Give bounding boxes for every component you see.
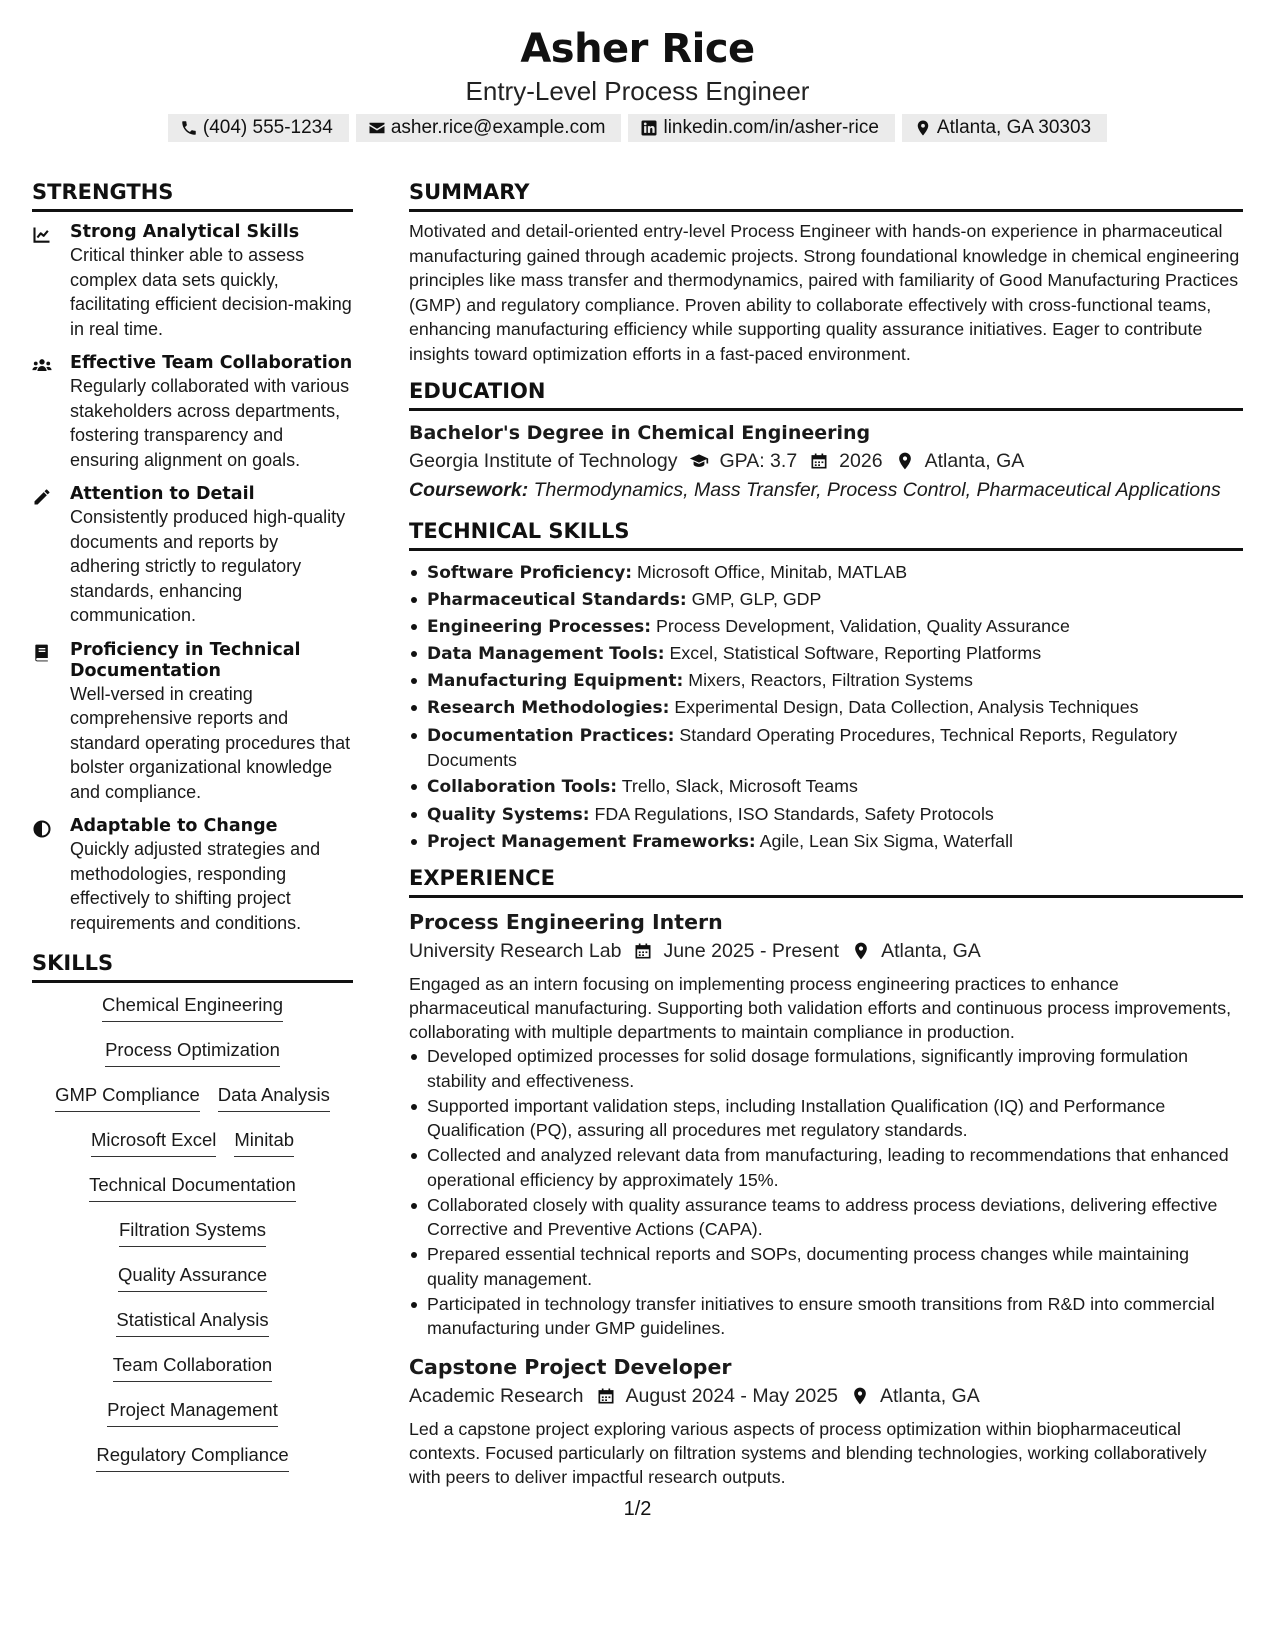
strength-item: [32, 222, 353, 341]
tech-skill-value: Microsoft Office, Minitab, MATLAB: [637, 561, 908, 582]
list-item: [409, 641, 1243, 667]
experience-heading: EXPERIENCE: [409, 864, 1243, 898]
map-pin-icon: [914, 119, 932, 137]
job-meta: [409, 1381, 1243, 1411]
skill-tag: Minitab: [234, 1126, 294, 1157]
page-number: 1/2: [623, 1498, 652, 1520]
contact-email-text: asher.rice@example.com: [390, 117, 606, 138]
skill-tag: GMP Compliance: [55, 1081, 200, 1112]
summary-text: Motivated and detail-oriented entry-level Process Engineer with hands-on experience in pharmaceutical manufacturing gained through academic projects. Strong foundational knowledge in chemical engineering principles like mass transfer and thermodynamics, paired with familiarity of Good Manufacturing Practices (GMP) and regulatory compliance. Proven ability to collaborate effectively with cross-functional teams, enhancing manufacturing efficiency while supporting quality assurance initiatives. Eager to contribute insights toward optimization efforts in a fast-paced environment.: [409, 221, 1240, 364]
skills-list: [32, 991, 353, 1472]
tech-skill-label: Software Proficiency:: [427, 562, 633, 583]
tech-skill-label: Documentation Practices:: [427, 725, 675, 746]
skill-tag: Team Collaboration: [113, 1351, 272, 1382]
map-pin-icon: [851, 941, 871, 961]
contact-email[interactable]: [356, 114, 622, 142]
contact-phone-text: (404) 555-1234: [202, 117, 333, 138]
skill-tag: Data Analysis: [218, 1081, 330, 1112]
contact-location: [902, 114, 1107, 142]
job-description: Led a capstone project exploring various aspects of process optimization within biopharmaceutical contexts. Focused particularly on filtration systems and blending technologies, working collaboratively with peers to deliver impactful research outputs.: [409, 1418, 1207, 1487]
list-item: [409, 774, 1243, 800]
pencil-icon: [32, 487, 52, 507]
tech-skill-label: Quality Systems:: [427, 804, 590, 825]
tech-skill-value: Standard Operating Procedures, Technical Reports, Regulatory Documents: [427, 724, 1178, 771]
job-dates: August 2024 - May 2025: [625, 1384, 838, 1407]
coursework-label: Coursework:: [409, 479, 529, 501]
education-heading: EDUCATION: [409, 377, 1243, 411]
tech-skill-value: Excel, Statistical Software, Reporting Platforms: [669, 643, 1042, 664]
list-item: [409, 614, 1243, 640]
calendar-icon: [596, 1386, 616, 1406]
graduation-cap-icon: [689, 451, 709, 471]
education-meta: [409, 446, 1243, 476]
technical-skills-heading: TECHNICAL SKILLS: [409, 517, 1243, 551]
list-item: Supported important validation steps, including Installation Qualification (IQ) and Performance Qualification (PQ), assuring all procedures met regulatory standards.: [409, 1094, 1243, 1143]
strength-title: Strong Analytical Skills: [70, 222, 300, 242]
tech-skill-value: Process Development, Validation, Quality Assurance: [656, 615, 1070, 636]
strength-description: Regularly collaborated with various stakeholders across departments, fostering transparency and ensuring alignment on goals.: [70, 376, 350, 470]
gpa-value: GPA: 3.7: [719, 450, 798, 472]
experience-entry: [409, 1353, 1243, 1489]
job-organization: Academic Research: [409, 1384, 584, 1407]
resume-header: [0, 0, 1275, 142]
tech-skill-label: Manufacturing Equipment:: [427, 671, 684, 692]
graduation-year: 2026: [839, 450, 883, 472]
strength-description: Consistently produced high-quality documents and reports by adhering strictly to regulatory standards, enhancing communication.: [70, 507, 346, 625]
list-item: Prepared essential technical reports and SOPs, documenting process changes while maintaining quality management.: [409, 1242, 1243, 1291]
education-location: Atlanta, GA: [924, 450, 1025, 472]
tech-skill-value: Mixers, Reactors, Filtration Systems: [688, 670, 973, 691]
list-item: [409, 802, 1243, 828]
phone-icon: [180, 119, 198, 137]
list-item: [409, 560, 1243, 586]
strength-title: Proficiency in Technical Documentation: [70, 639, 301, 681]
job-title: Capstone Project Developer: [409, 1354, 732, 1379]
skill-tag: Filtration Systems: [119, 1216, 266, 1247]
contact-location-text: Atlanta, GA 30303: [936, 117, 1092, 138]
strength-title: Effective Team Collaboration: [70, 353, 353, 373]
strength-description: Quickly adjusted strategies and methodologies, responding effectively to shifting project requirements and conditions.: [70, 839, 321, 933]
skill-tag: Process Optimization: [105, 1036, 280, 1067]
job-location: Atlanta, GA: [881, 940, 981, 963]
job-location: Atlanta, GA: [879, 1384, 980, 1407]
strength-description: Well-versed in creating comprehensive reports and standard operating procedures that bolster organizational knowledge and compliance.: [70, 683, 351, 802]
experience-entry: [409, 908, 1243, 1341]
list-item: [409, 695, 1243, 721]
left-column: [32, 178, 353, 1486]
list-item: Developed optimized processes for solid dosage formulations, significantly improving formulation stability and effectiveness.: [409, 1044, 1243, 1093]
school-name: Georgia Institute of Technology: [409, 450, 678, 472]
tech-skill-label: Data Management Tools:: [427, 644, 665, 665]
candidate-name: Asher Rice: [520, 26, 755, 72]
skill-tag: Quality Assurance: [118, 1261, 267, 1292]
book-icon: [32, 643, 52, 663]
tech-skill-value: Trello, Slack, Microsoft Teams: [621, 776, 858, 797]
users-icon: [32, 356, 52, 376]
job-organization: University Research Lab: [409, 940, 622, 963]
envelope-icon: [368, 119, 386, 137]
list-item: [409, 668, 1243, 694]
job-description: Engaged as an intern focusing on implementing process engineering practices to enhance pharmaceutical manufacturing. Supporting both validation efforts and continuous process improvements, collaborating with multiple departments to maintain compliance in production.: [409, 974, 1232, 1043]
list-item: [409, 829, 1243, 855]
linkedin-icon: [640, 119, 658, 137]
skill-tag: Statistical Analysis: [116, 1306, 268, 1337]
skills-heading: SKILLS: [32, 949, 353, 983]
map-pin-icon: [895, 451, 915, 471]
tech-skill-value: GMP, GLP, GDP: [691, 588, 822, 609]
job-title: Process Engineering Intern: [409, 910, 723, 935]
strengths-heading: STRENGTHS: [32, 178, 353, 212]
calendar-icon: [633, 941, 653, 961]
job-dates: June 2025 - Present: [663, 940, 840, 963]
list-item: Collaborated closely with quality assurance teams to address process deviations, delivering effective Corrective and Preventive Actions (CAPA).: [409, 1193, 1243, 1242]
summary-heading: SUMMARY: [409, 178, 1243, 212]
list-item: Participated in technology transfer initiatives to ensure smooth transitions from R&D into commercial manufacturing under GMP guidelines.: [409, 1292, 1243, 1341]
education-entry: [409, 421, 1243, 503]
chart-line-icon: [32, 225, 52, 245]
contact-bar: [0, 114, 1275, 142]
skill-tag: Project Management: [107, 1396, 278, 1427]
map-pin-icon: [850, 1386, 870, 1406]
tech-skill-value: Experimental Design, Data Collection, Analysis Techniques: [674, 697, 1139, 718]
strength-item: [32, 484, 353, 628]
calendar-icon: [809, 451, 829, 471]
strength-item: [32, 640, 353, 805]
half-circle-icon: [32, 819, 52, 839]
skills-section: [32, 949, 353, 1472]
tech-skill-label: Engineering Processes:: [427, 616, 652, 637]
skill-tag: Chemical Engineering: [102, 991, 283, 1022]
right-column: [409, 178, 1243, 1489]
tech-skill-label: Project Management Frameworks:: [427, 831, 756, 852]
degree-title: Bachelor's Degree in Chemical Engineering: [409, 422, 871, 444]
job-meta: [409, 936, 1243, 966]
skill-tag: Regulatory Compliance: [96, 1441, 288, 1472]
tech-skill-label: Pharmaceutical Standards:: [427, 589, 687, 610]
tech-skill-label: Collaboration Tools:: [427, 777, 618, 798]
strength-item: [32, 816, 353, 935]
strength-description: Critical thinker able to assess complex data sets quickly, facilitating efficient decision-making in real time.: [70, 245, 352, 339]
list-item: [409, 587, 1243, 613]
tech-skill-value: FDA Regulations, ISO Standards, Safety Protocols: [594, 803, 994, 824]
strengths-list: [32, 222, 353, 935]
contact-phone[interactable]: [168, 114, 349, 142]
job-bullets: [409, 1044, 1243, 1341]
strength-item: [32, 353, 353, 472]
tech-skill-label: Research Methodologies:: [427, 698, 670, 719]
list-item: Collected and analyzed relevant data from manufacturing, leading to recommendations that enhanced operational efficiency by approximately 15%.: [409, 1143, 1243, 1192]
coursework-list: Thermodynamics, Mass Transfer, Process Control, Pharmaceutical Applications: [533, 479, 1221, 501]
contact-linkedin[interactable]: [628, 114, 894, 142]
list-item: [409, 723, 1243, 773]
tech-skill-value: Agile, Lean Six Sigma, Waterfall: [759, 830, 1013, 851]
contact-linkedin-text: linkedin.com/in/asher-rice: [663, 117, 879, 138]
candidate-title: Entry-Level Process Engineer: [465, 76, 810, 106]
technical-skills-list: [409, 560, 1243, 855]
strength-title: Adaptable to Change: [70, 816, 278, 836]
skill-tag: Microsoft Excel: [91, 1126, 216, 1157]
coursework-line: [409, 478, 1243, 503]
strength-title: Attention to Detail: [70, 484, 255, 504]
skill-tag: Technical Documentation: [89, 1171, 296, 1202]
